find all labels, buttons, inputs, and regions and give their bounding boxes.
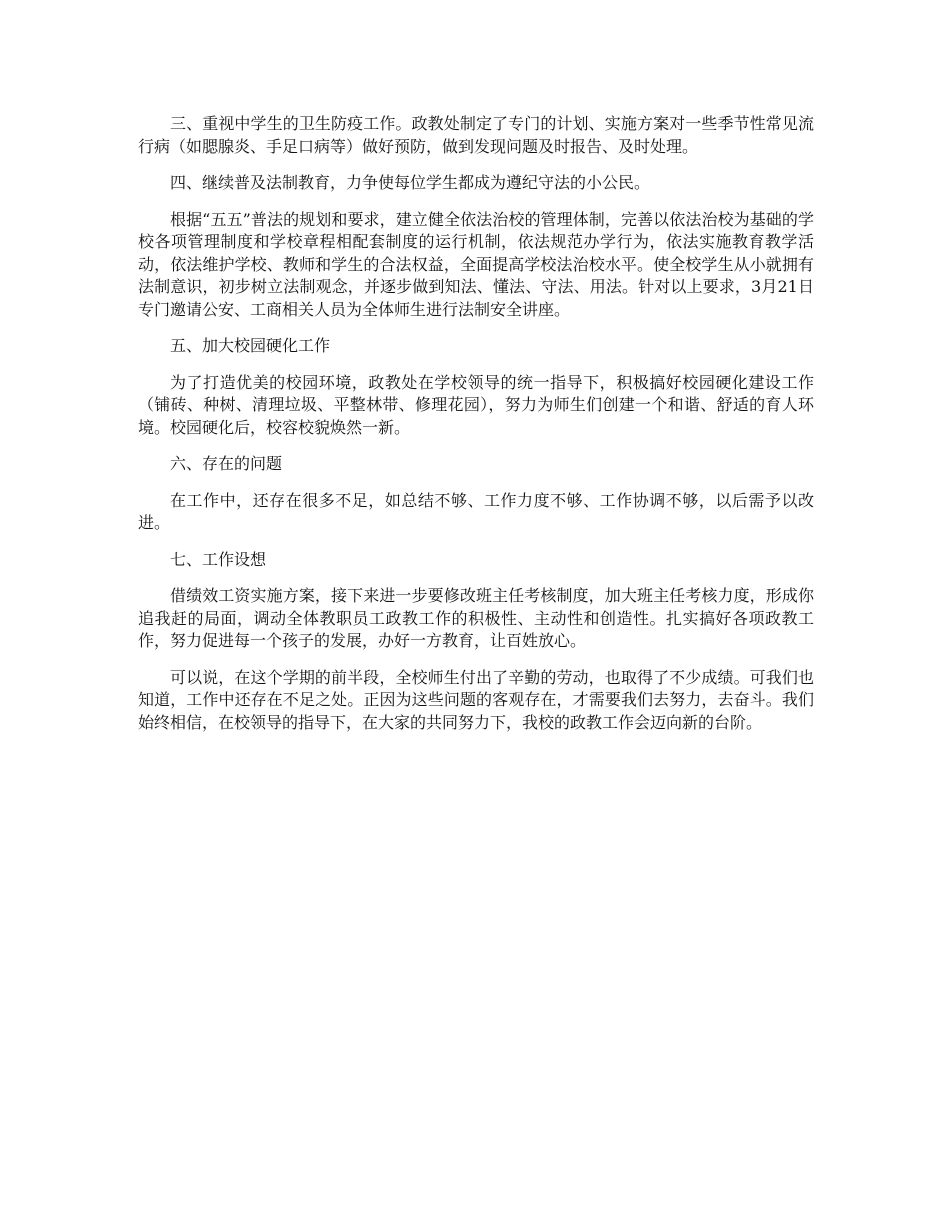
heading-legal-education: 四、继续普及法制教育，力争使每位学生都成为遵纪守法的小公民。 xyxy=(170,173,651,192)
heading-problems: 六、存在的问题 xyxy=(170,454,283,473)
paragraph-work-plan: 借绩效工资实施方案，接下来进一步要修改班主任考核制度，加大班主任考核力度，形成你追我赶的局面，调动全体教职员工政教工作的积极性、主动性和创造性。扎实搞好各项政教工作，努力促进每一个孩子的发展，办好一方教育，让百姓放心。 xyxy=(138,586,814,650)
paragraph-campus-hardening: 为了打造优美的校园环境，政教处在学校领导的统一指导下，积极搞好校园硬化建设工作（铺砖、种树、清理垃圾、平整林带、修理花园），努力为师生们创建一个和谐、舒适的育人环境。校园硬化后，校容校貌焕然一新。 xyxy=(138,372,814,437)
document-body xyxy=(138,113,814,748)
paragraph-legal-education: 根据“五五”普法的规划和要求，建立健全依法治校的管理体制，完善以依法治校为基础的学校各项管理制度和学校章程相配套制度的运行机制，依法规范办学行为，依法实施教育教学活动，依法维护学校、教师和学生的合法权益，全面提高学校法治校水平。使全校学生从小就拥有法制意识，初步树立法制观念，并逐步做到知法、懂法、守法、用法。针对以上要求，3月21日专门邀请公安、工商相关人员为全体师生进行法制安全讲座。 xyxy=(138,209,814,319)
paragraph-hygiene: 三、重视中学生的卫生防疫工作。政教处制定了专门的计划、实施方案对一些季节性常见流行病（如腮腺炎、手足口病等）做好预防，做到发现问题及时报告、及时处理。 xyxy=(138,114,814,156)
heading-work-plan: 七、工作设想 xyxy=(170,549,267,569)
paragraph-conclusion: 可以说，在这个学期的前半段，全校师生付出了辛勤的劳动，也取得了不少成绩。可我们也知道，工作中还存在不足之处。正因为这些问题的客观存在，才需要我们去努力，去奋斗。我们始终相信，在校领导的指导下，在大家的共同努力下，我校的政教工作会迈向新的台阶。 xyxy=(138,667,814,732)
paragraph-problems: 在工作中，还存在很多不足，如总结不够、工作力度不够、工作协调不够，以后需予以改进。 xyxy=(138,490,814,532)
heading-campus-hardening: 五、加大校园硬化工作 xyxy=(170,336,331,355)
